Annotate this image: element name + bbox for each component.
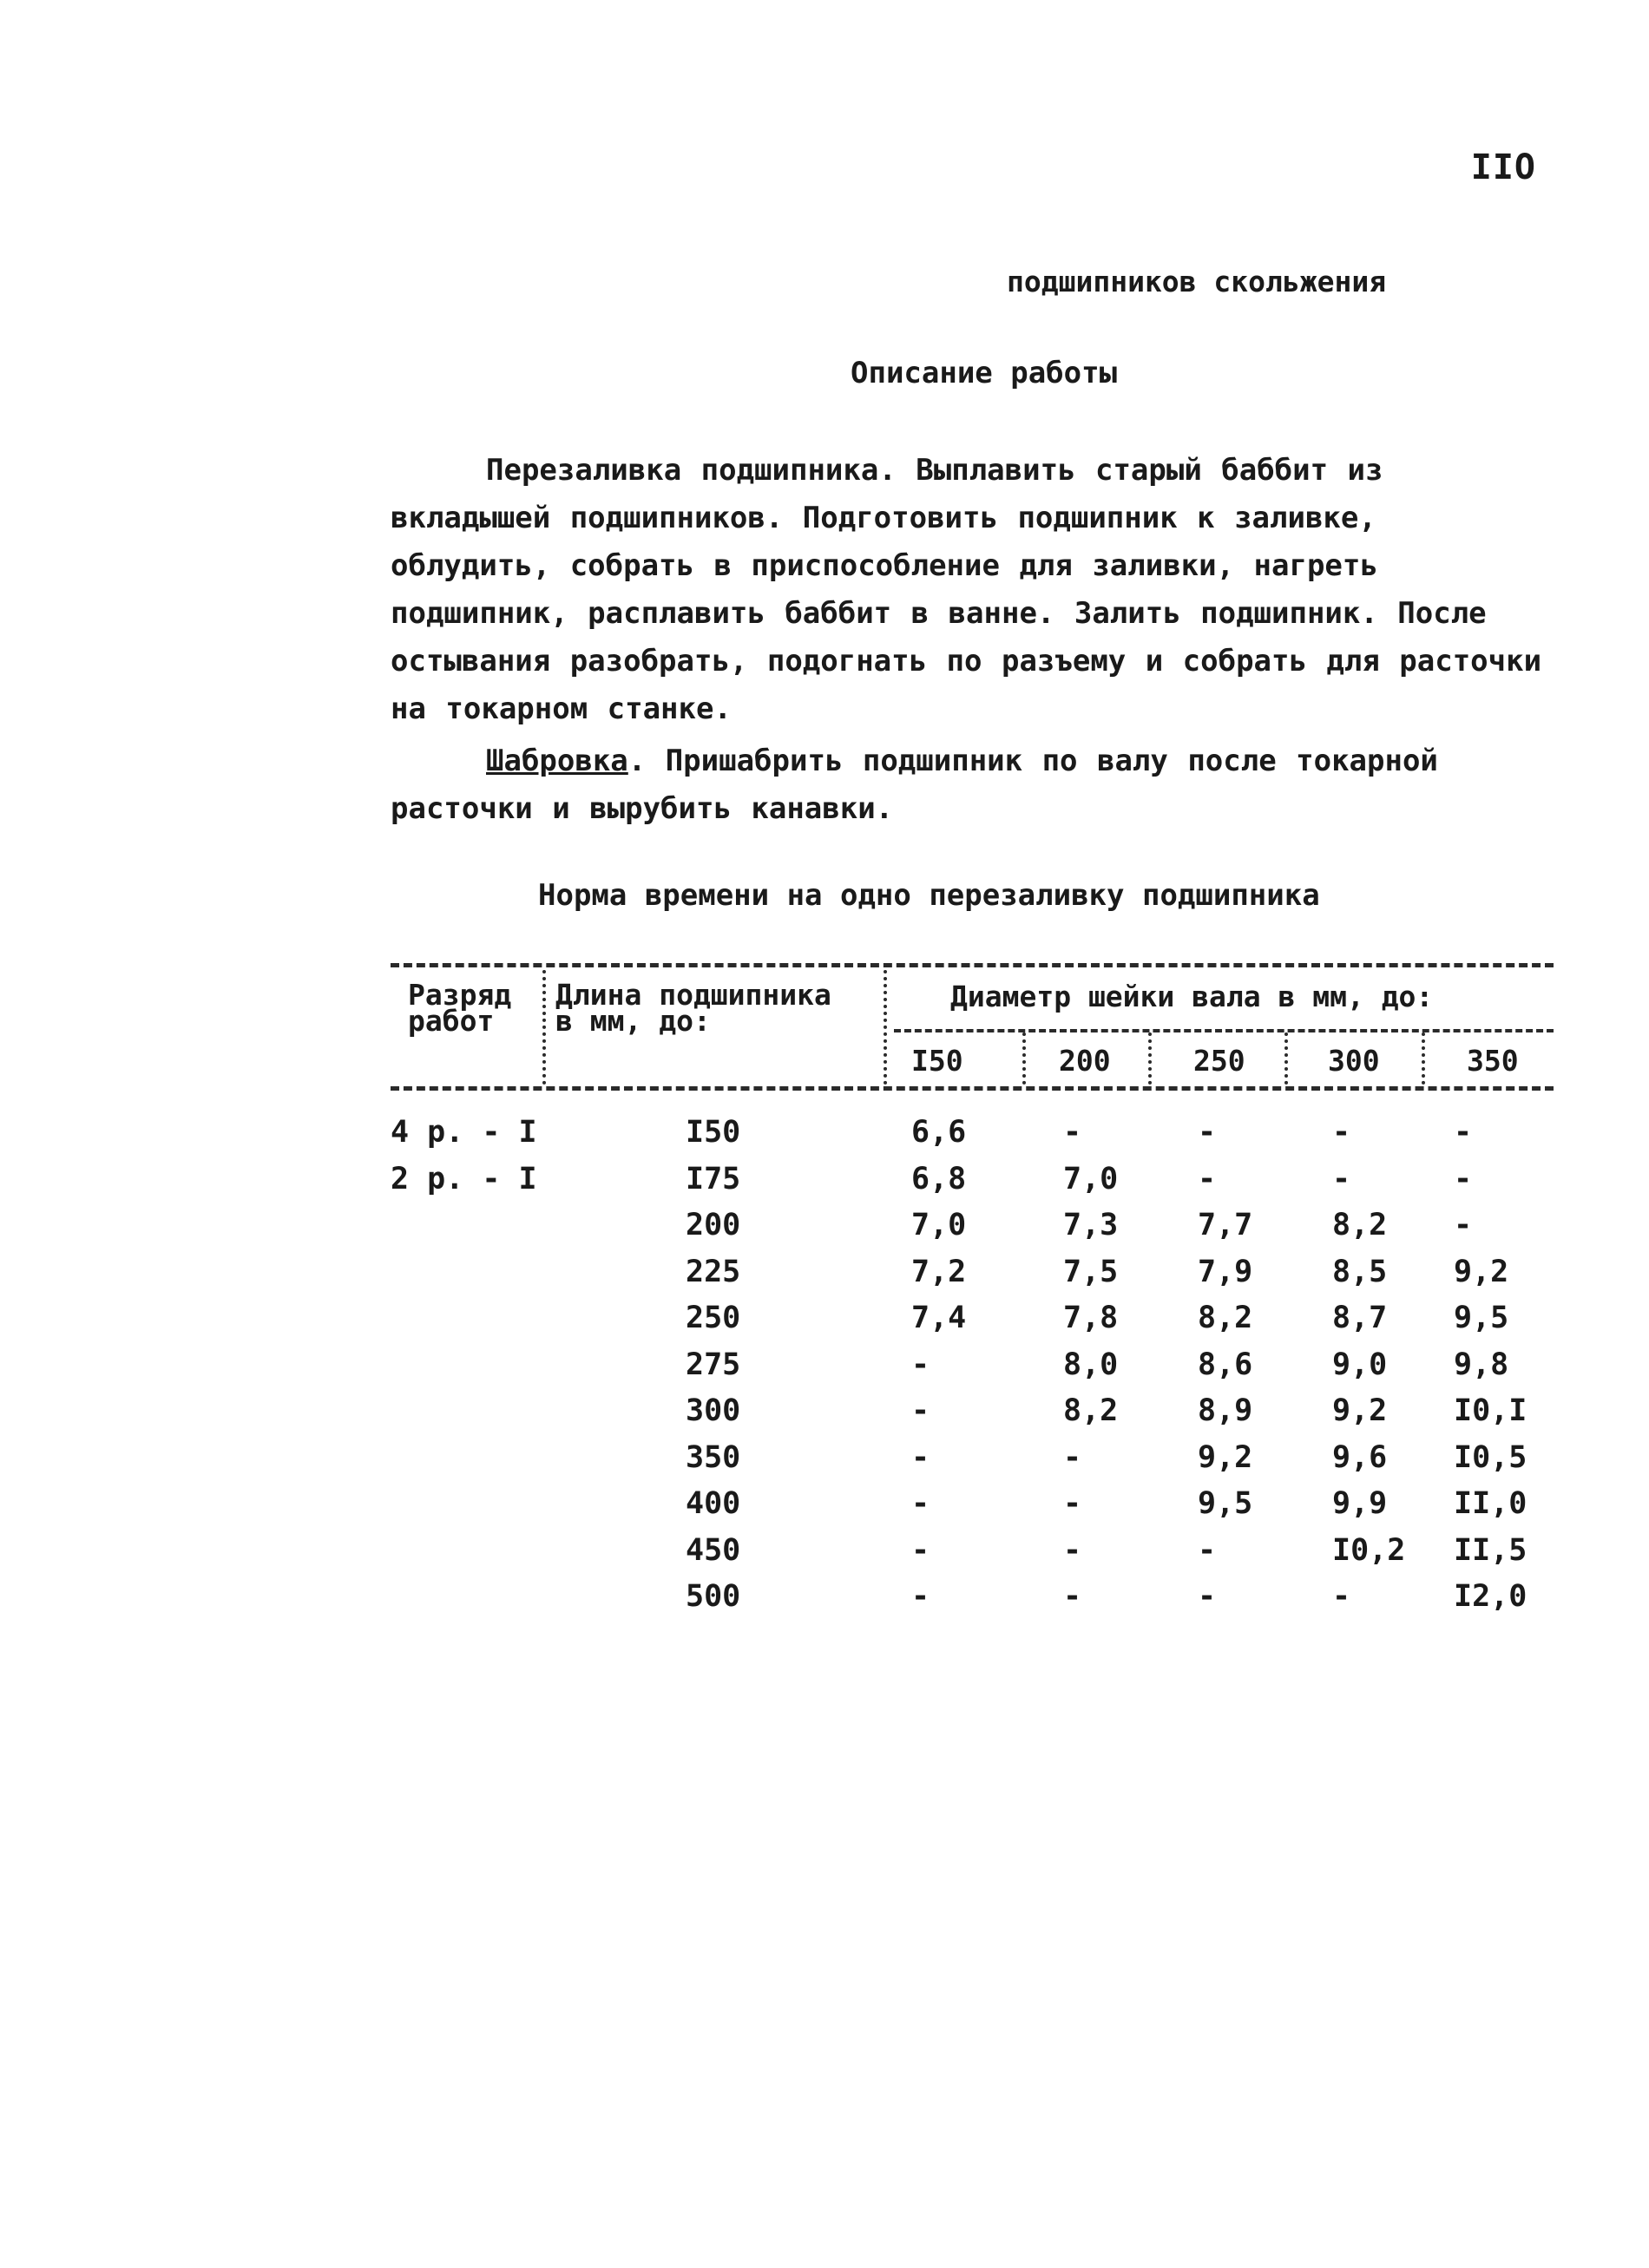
cell-value: 7,9 [1198,1254,1253,1289]
cell-value: - [1454,1208,1473,1242]
table-row [391,1347,1554,1394]
table-row [391,1486,1554,1533]
table-row [391,1533,1554,1580]
cell-value: - [911,1393,930,1428]
cell-value: 8,0 [1063,1347,1119,1382]
table-row [391,1115,1554,1162]
header-length-line1: Длина подшипника [555,978,831,1012]
column-separator [1284,1032,1288,1085]
cell-value: 6,8 [911,1161,967,1196]
cell-value: - [1454,1161,1473,1196]
cell-value: 8,7 [1332,1301,1388,1335]
table-header-rule [391,1086,1554,1091]
cell-value: I0,2 [1332,1532,1406,1568]
cell-value: 6,6 [911,1115,967,1150]
table-caption: Норма времени на одно перезаливку подшипника [538,878,1320,913]
cell-value: 9,6 [1332,1439,1388,1475]
paragraph-text: подшипника. Выплавить старый баббит из вкладышей подшипников. Подготовить подшипник к заливке, облудить, собрать в приспособление для заливки, нагреть подшипник, расплавить баббит в ванне. Залить подшипник. После остывания разобрать, подогнать по разъему и собрать для расточки на токарном станке. [391,453,1542,726]
cell-value: II,0 [1454,1486,1527,1521]
paragraph-scraping [391,737,1554,833]
cell-value: - [1332,1579,1351,1614]
cell-length: 400 [686,1486,741,1521]
header-grade-line2: работ [408,1004,495,1038]
cell-value: 8,9 [1198,1393,1253,1428]
cell-length: 275 [686,1347,741,1382]
cell-value: - [1063,1579,1082,1614]
header-diameter-300: 300 [1328,1044,1380,1078]
header-diameter-200: 200 [1059,1044,1111,1078]
table-row [391,1440,1554,1487]
page-number: IIO [1470,147,1536,187]
cell-value: - [911,1579,930,1614]
header-diameter-350: 350 [1467,1044,1519,1078]
column-separator [542,970,546,1085]
column-separator [1148,1032,1152,1085]
header-diameter-150: I50 [911,1044,963,1078]
cell-grade: 2 р. - I [391,1161,537,1196]
cell-value: - [1063,1532,1082,1568]
table-body [391,1115,1554,1626]
paragraph-rebabbitting [391,447,1554,733]
cell-length: 250 [686,1301,741,1335]
header-grade-line1: Разряд [408,978,512,1012]
cell-length: 350 [686,1439,741,1475]
cell-value: 7,4 [911,1301,967,1335]
table-mid-rule [894,1029,1554,1032]
table-row [391,1208,1554,1255]
cell-value: - [1332,1115,1351,1150]
cell-value: 8,2 [1332,1208,1388,1242]
cell-value: 7,3 [1063,1208,1119,1242]
section-subtitle: Описание работы [851,356,1118,390]
cell-value: - [1198,1115,1217,1150]
table-top-rule [391,963,1554,967]
cell-value: 9,8 [1454,1347,1509,1382]
cell-length: 200 [686,1208,741,1242]
cell-value: 8,6 [1198,1347,1253,1382]
cell-value: - [911,1439,930,1475]
cell-value: 7,0 [911,1208,967,1242]
cell-length: I50 [686,1115,741,1150]
cell-value: - [1198,1579,1217,1614]
cell-value: - [911,1347,930,1382]
cell-value: - [1454,1115,1473,1150]
cell-length: 500 [686,1579,741,1614]
cell-length: 450 [686,1532,741,1568]
cell-value: - [1198,1532,1217,1568]
cell-value: 9,2 [1454,1254,1509,1289]
cell-value: - [911,1486,930,1521]
cell-value: 9,5 [1454,1301,1509,1335]
cell-value: - [1063,1439,1082,1475]
cell-value: 7,2 [911,1254,967,1289]
cell-value: 8,2 [1063,1393,1119,1428]
column-separator [1022,1032,1026,1085]
cell-value: I0,I [1454,1393,1527,1428]
cell-value: 7,0 [1063,1161,1119,1196]
cell-length: 225 [686,1254,741,1289]
header-diameter: Диаметр шейки вала в мм, до: [950,980,1434,1013]
cell-length: 300 [686,1393,741,1428]
cell-value: - [1063,1115,1082,1150]
cell-value: - [911,1532,930,1568]
column-separator [1422,1032,1425,1085]
cell-grade: 4 р. - I [391,1115,537,1150]
table-row [391,1162,1554,1209]
cell-value: 9,5 [1198,1486,1253,1521]
cell-value: - [1198,1161,1217,1196]
cell-value: 9,9 [1332,1486,1388,1521]
cell-value: 8,5 [1332,1254,1388,1289]
table-row [391,1255,1554,1301]
section-title: подшипников скольжения [1007,265,1387,298]
paragraph-lead: Шабровка [486,744,628,778]
cell-value: 9,2 [1332,1393,1388,1428]
cell-value: I2,0 [1454,1579,1527,1614]
cell-value: 8,2 [1198,1301,1253,1335]
cell-value: I0,5 [1454,1439,1527,1475]
cell-value: 7,8 [1063,1301,1119,1335]
header-length-line2: в мм, до: [555,1004,711,1038]
cell-value: II,5 [1454,1532,1527,1568]
cell-value: 7,7 [1198,1208,1253,1242]
cell-value: 9,2 [1198,1439,1253,1475]
paragraph-text: . Пришабрить подшипник по валу после токарной расточки и вырубить канавки. [391,744,1438,826]
cell-value: 7,5 [1063,1254,1119,1289]
table-row [391,1301,1554,1347]
cell-length: I75 [686,1161,741,1196]
table-row [391,1393,1554,1440]
header-diameter-250: 250 [1193,1044,1245,1078]
norm-table [391,963,1554,1657]
cell-value: 9,0 [1332,1347,1388,1382]
cell-value: - [1063,1486,1082,1521]
cell-value: - [1332,1161,1351,1196]
column-separator [884,970,887,1085]
table-row [391,1579,1554,1626]
paragraph-lead: Перезаливка [486,453,682,488]
